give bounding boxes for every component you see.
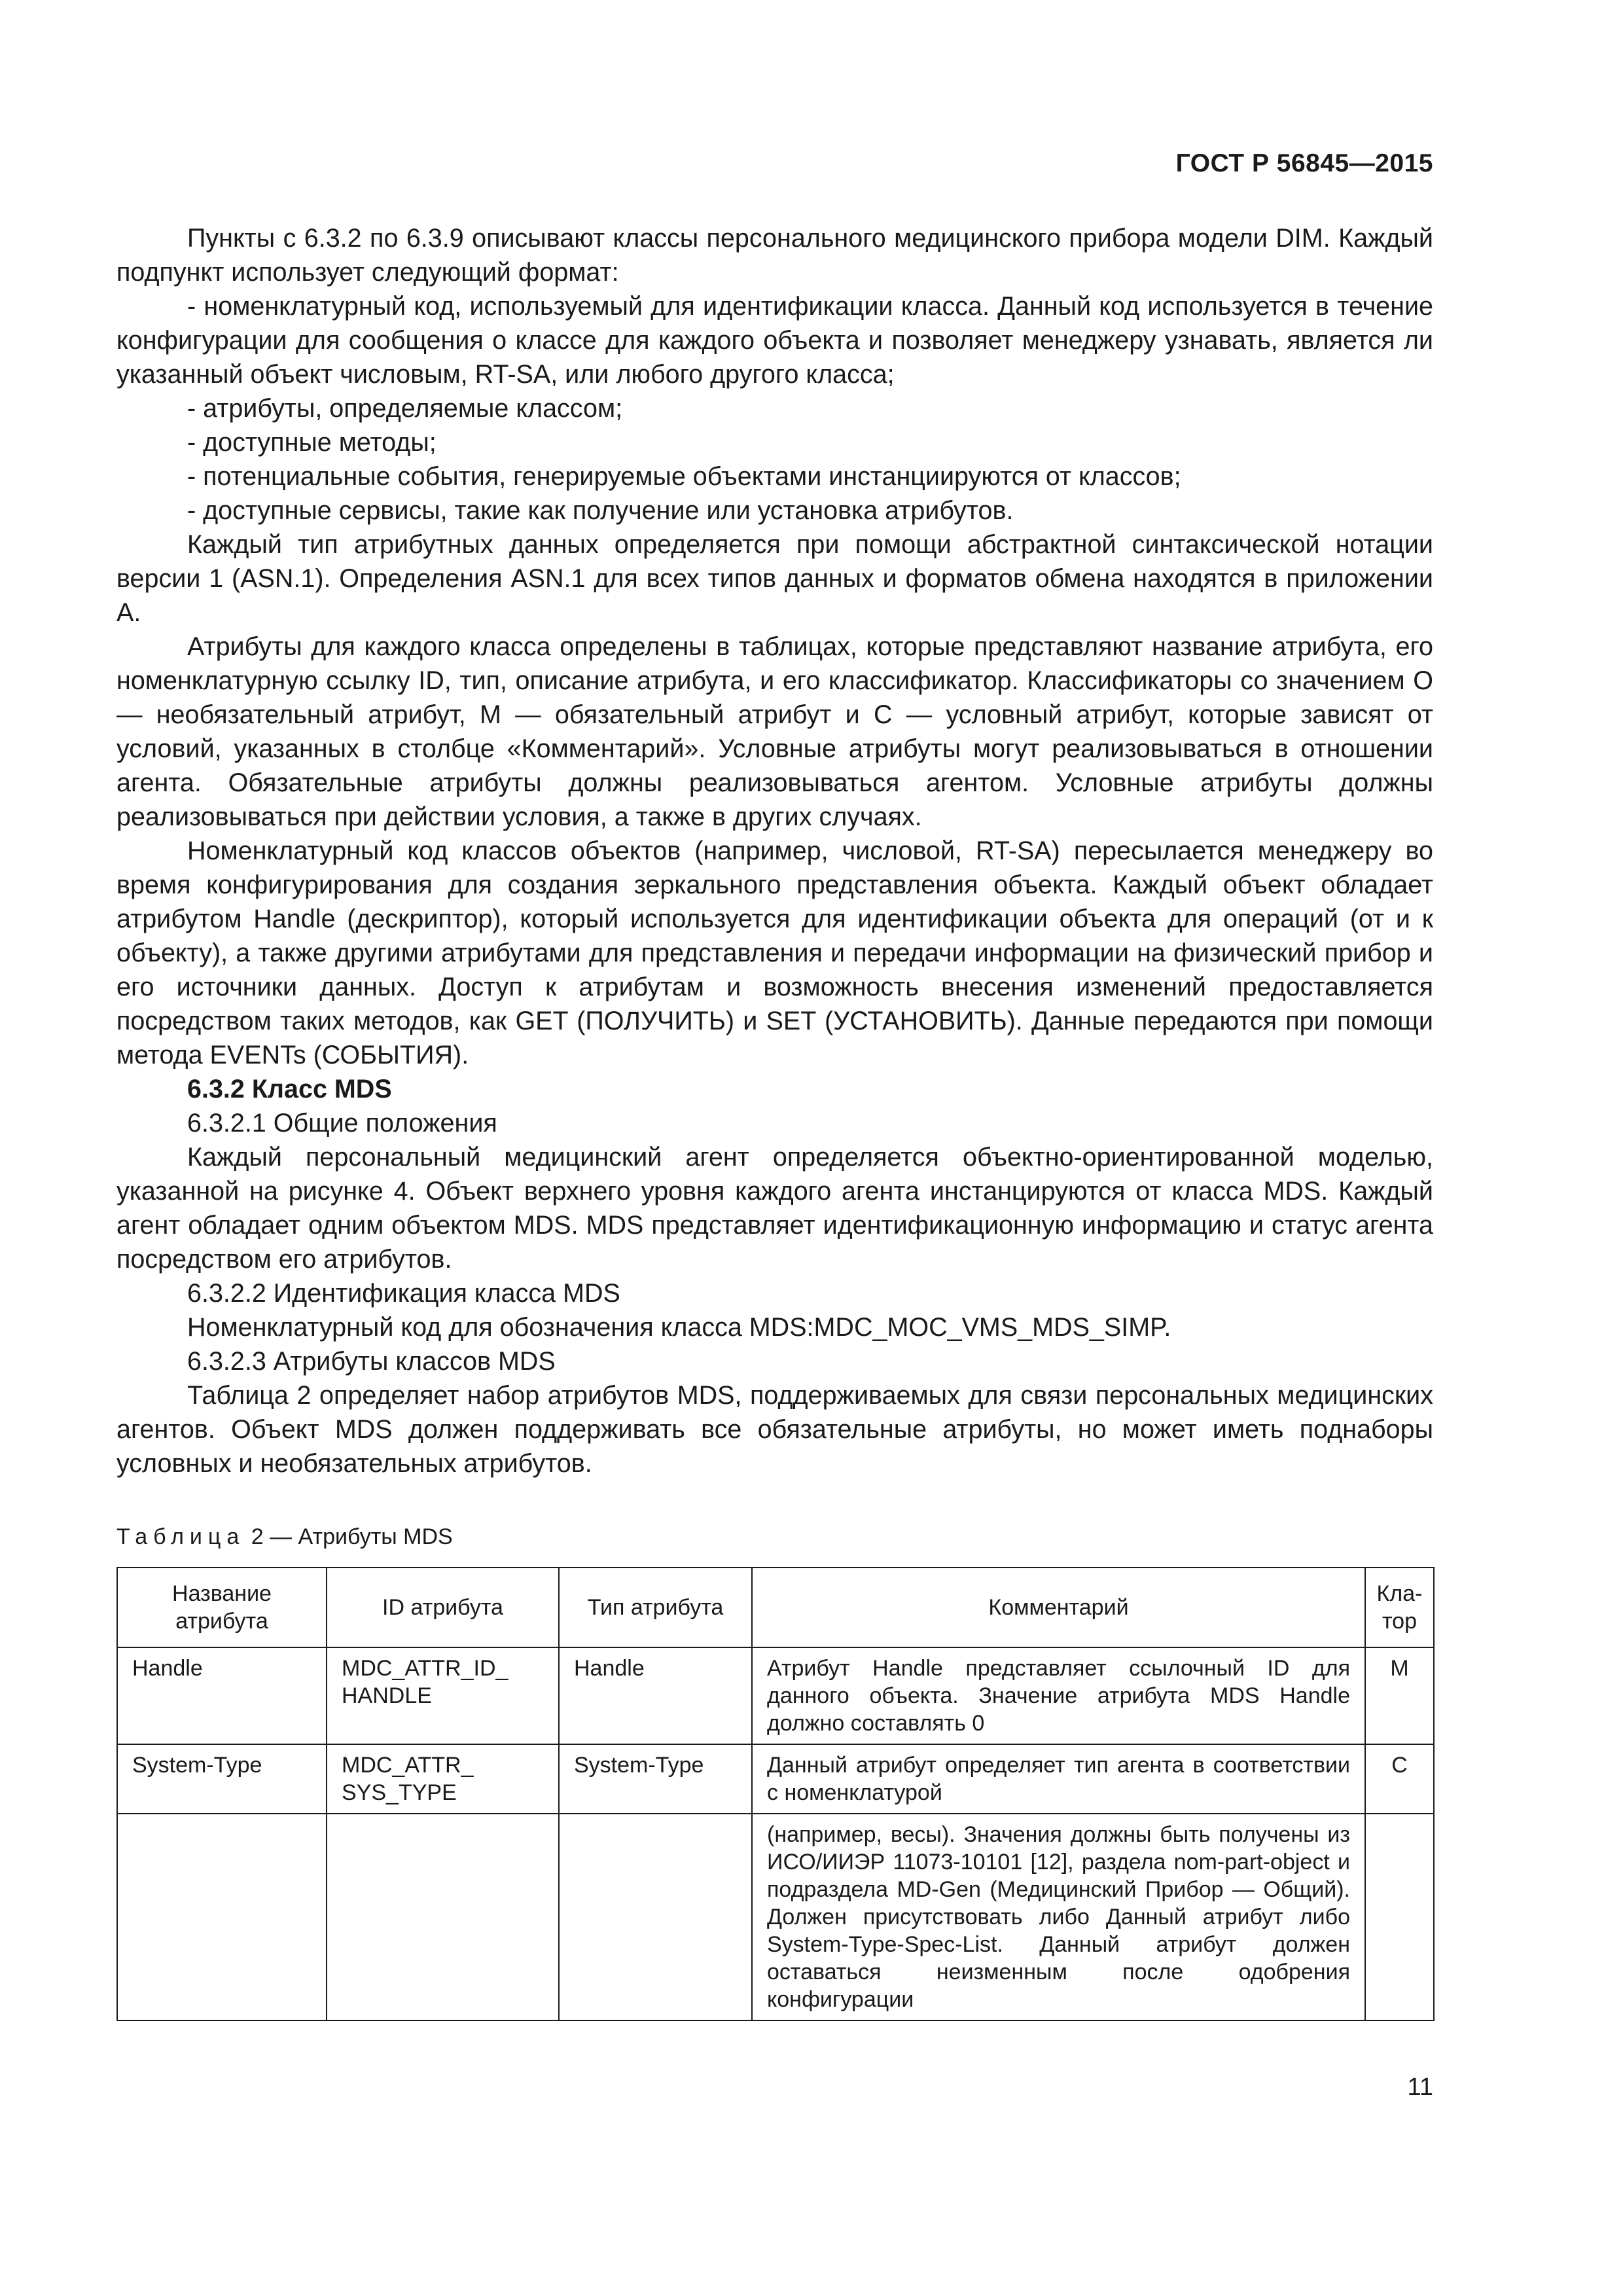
- cell-attr-type: Handle: [559, 1647, 752, 1744]
- cell-attr-type: System-Type: [559, 1744, 752, 1814]
- paragraph: 6.3.2 Класс MDS: [187, 1075, 392, 1103]
- cell-attr-id: MDC_ATTR_ID_ HANDLE: [327, 1647, 559, 1744]
- paragraph: Пункты с 6.3.2 по 6.3.9 описывают классы персонального медицинского прибора модели DIM. Каждый подпункт использует следующий формат:: [116, 224, 1433, 287]
- cell-attr-name: [117, 1814, 327, 2020]
- table-row: [117, 1647, 1434, 1744]
- cell-qualifier: C: [1365, 1744, 1434, 1814]
- cell-qualifier: M: [1365, 1647, 1434, 1744]
- cell-comment: (например, весы). Значения должны быть получены из ИСО/ИИЭР 11073-10101 [12], раздела nom-part-object и подраздела MD-Gen (Медицинский Прибор — Общий). Должен присутствовать либо Данный атрибут либо System-Type-Spec-List. Данный атрибут должен оставаться неизменным после одобрения конфигурации: [752, 1814, 1365, 2020]
- paragraph: 6.3.2.3 Атрибуты классов MDS: [187, 1347, 556, 1376]
- table-row: [117, 1814, 1434, 2020]
- paragraph: - доступные методы;: [187, 428, 437, 457]
- header-attr-name: Название атрибута: [117, 1568, 327, 1647]
- table-caption: [116, 1520, 1433, 1554]
- page-content: [116, 221, 1433, 2021]
- cell-attr-type: [559, 1814, 752, 2020]
- paragraph: Каждый тип атрибутных данных определяется при помощи абстрактной синтаксической нотации версии 1 (ASN.1). Определения ASN.1 для всех типов данных и форматов обмена находятся в приложении А.: [116, 530, 1433, 627]
- paragraph: Номенклатурный код для обозначения класса MDS:MDC_MOC_VMS_MDS_SIMP.: [187, 1313, 1171, 1342]
- paragraph: Каждый персональный медицинский агент определяется объектно-ориентированной моделью, указанной на рисунке 4. Объект верхнего уровня каждого агента инстанцируются от класса MDS. Каждый агент обладает одним объектом MDS. MDS представляет идентификационную информацию и статус агента посредством его атрибутов.: [116, 1143, 1433, 1274]
- paragraph: Таблица 2 определяет набор атрибутов MDS, поддерживаемых для связи персональных медицинских агентов. Объект MDS должен поддерживать все обязательные атрибуты, но может иметь поднаборы условных и необязательных атрибутов.: [116, 1381, 1433, 1478]
- cell-comment: Данный атрибут определяет тип агента в соответствии с номенклатурой: [752, 1744, 1365, 1814]
- paragraph: 6.3.2.2 Идентификация класса MDS: [187, 1279, 620, 1308]
- paragraph: 6.3.2.1 Общие положения: [187, 1109, 497, 1138]
- paragraph: Номенклатурный код классов объектов (например, числовой, RT-SA) пересылается менеджеру во время конфигурирования для создания зеркального представления объекта. Каждый объект обладает атрибутом Handle (дескриптор), который используется для идентификации объекта для операций (от и к объекту), а также другими атрибутами для представления и передачи информации на физический прибор и его источники данных. Доступ к атрибутам и возможность внесения изменений предоставляется посредством таких методов, как GET (ПОЛУЧИТЬ) и SET (УСТАНОВИТЬ). Данные передаются при помощи метода EVENTs (СОБЫТИЯ).: [116, 836, 1433, 1069]
- header-attr-id: ID атрибута: [327, 1568, 559, 1647]
- paragraph: - атрибуты, определяемые классом;: [187, 394, 623, 423]
- cell-attr-id: MDC_ATTR_ SYS_TYPE: [327, 1744, 559, 1814]
- header-attr-type: Тип атрибута: [559, 1568, 752, 1647]
- table-caption-title: 2 — Атрибуты MDS: [245, 1524, 453, 1549]
- paragraph: Атрибуты для каждого класса определены в таблицах, которые представляют название атрибута, его номенклатурную ссылку ID, тип, описание атрибута, и его классификатор. Классификаторы со значением О — необязательный атрибут, М — обязательный атрибут и С — условный атрибут, которые зависят от условий, указанных в столбце «Комментарий». Условные атрибуты могут реализовываться в отношении агента. Обязательные атрибуты должны реализовываться агентом. Условные атрибуты должны реализовываться при действии условия, а также в других случаях.: [116, 632, 1433, 831]
- table-caption-prefix: Таблица: [116, 1524, 245, 1549]
- cell-attr-id: [327, 1814, 559, 2020]
- cell-comment: Атрибут Handle представляет ссылочный ID для данного объекта. Значение атрибута MDS Handle должно составлять 0: [752, 1647, 1365, 1744]
- paragraph: - номенклатурный код, используемый для идентификации класса. Данный код используется в течение конфигурации для сообщения о классе для каждого объекта и позволяет менеджеру узнавать, является ли указанный объект числовым, RT-SA, или любого другого класса;: [116, 292, 1433, 389]
- body-text: [116, 221, 1433, 1480]
- document-id-header: ГОСТ Р 56845—2015: [1175, 149, 1433, 177]
- table-row: [117, 1744, 1434, 1814]
- paragraph: - потенциальные события, генерируемые объектами инстанциируются от классов;: [187, 462, 1181, 491]
- cell-qualifier: [1365, 1814, 1434, 2020]
- cell-attr-name: Handle: [117, 1647, 327, 1744]
- header-comment: Комментарий: [752, 1568, 1365, 1647]
- page-number: 11: [1407, 2073, 1433, 2101]
- attributes-table: [116, 1567, 1435, 2021]
- cell-attr-name: System-Type: [117, 1744, 327, 1814]
- paragraph: - доступные сервисы, такие как получение или установка атрибутов.: [187, 496, 1014, 525]
- table-header-row: [117, 1568, 1434, 1647]
- header-qualifier: Кла-тор: [1365, 1568, 1434, 1647]
